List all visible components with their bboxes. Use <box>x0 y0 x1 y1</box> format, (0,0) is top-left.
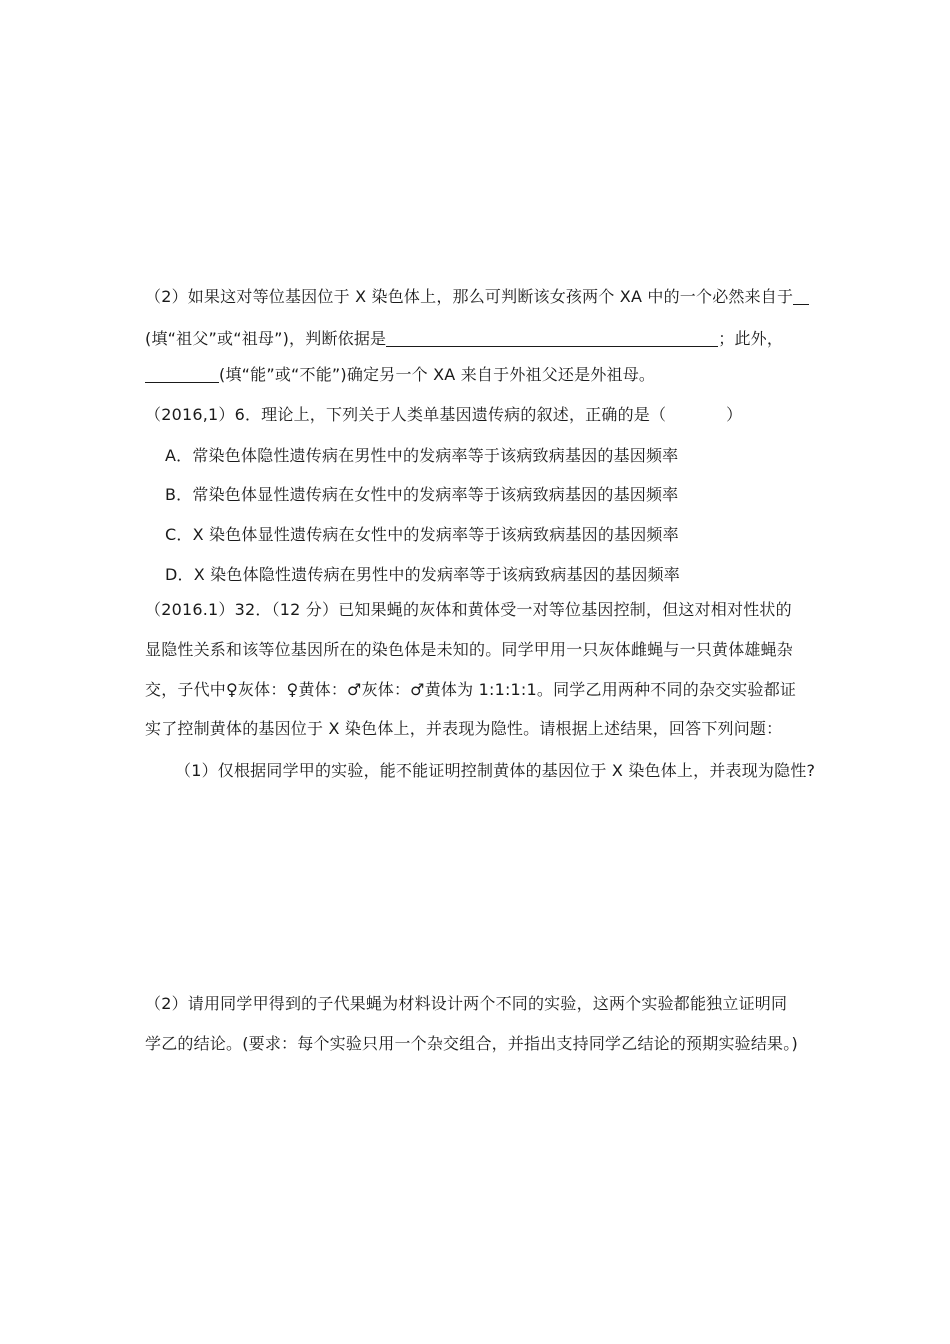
question-32-line-4: 实了控制黄体的基因位于 X 染色体上，并表现为隐性。请根据上述结果，回答下列问题： <box>145 719 783 738</box>
q2-line-2-prefix: (填“祖父”或“祖母”)，判断依据是 <box>145 329 387 348</box>
option-b: B．常染色体显性遗传病在女性中的发病率等于该病致病基因的基因频率 <box>165 485 679 504</box>
q2-line-3-text: (填“能”或“不能”)确定另一个 XA 来自于外祖父还是外祖母。 <box>219 365 656 384</box>
q2-line-2 <box>145 328 783 350</box>
question-32-sub-2-line-1: （2）请用同学甲得到的子代果蝇为材料设计两个不同的实验，这两个实验都能独立证明同 <box>145 994 788 1013</box>
question-32-line-1: （2016.1）32．（12 分）已知果蝇的灰体和黄体受一对等位基因控制，但这对相对性状的 <box>145 600 792 619</box>
answer-blank-3[interactable] <box>145 364 219 383</box>
question-32-line-3: 交，子代中♀灰体：♀黄体：♂灰体：♂黄体为 1:1:1:1。同学乙用两种不同的杂交实验都证 <box>145 680 797 699</box>
answer-blank-2[interactable] <box>386 328 718 347</box>
q2-line-1-text: （2）如果这对等位基因位于 X 染色体上，那么可判断该女孩两个 XA 中的一个必然来自于 <box>145 287 794 306</box>
q2-line-3 <box>145 364 655 386</box>
question-6-stem <box>145 404 742 426</box>
option-c: C．X 染色体显性遗传病在女性中的发病率等于该病致病基因的基因频率 <box>165 525 679 544</box>
option-d: D．X 染色体隐性遗传病在男性中的发病率等于该病致病基因的基因频率 <box>165 565 680 584</box>
question-32-sub-2-line-2: 学乙的结论。(要求：每个实验只用一个杂交组合，并指出支持同学乙结论的预期实验结果。) <box>145 1034 798 1053</box>
question-6-stem-text: （2016,1）6．理论上，下列关于人类单基因遗传病的叙述，正确的是（ <box>145 405 667 424</box>
question-32-sub-1: （1）仅根据同学甲的实验，能不能证明控制黄体的基因位于 X 染色体上，并表现为隐性? <box>175 761 816 780</box>
question-6-close-paren: ） <box>726 405 743 424</box>
option-a: A．常染色体隐性遗传病在男性中的发病率等于该病致病基因的基因频率 <box>165 446 679 465</box>
q2-line-2-suffix: ；此外， <box>718 329 784 348</box>
q2-line-1 <box>145 286 809 308</box>
answer-blank-1[interactable] <box>793 286 809 305</box>
question-32-line-2: 显隐性关系和该等位基因所在的染色体是未知的。同学甲用一只灰体雌蝇与一只黄体雄蝇杂 <box>145 640 794 659</box>
